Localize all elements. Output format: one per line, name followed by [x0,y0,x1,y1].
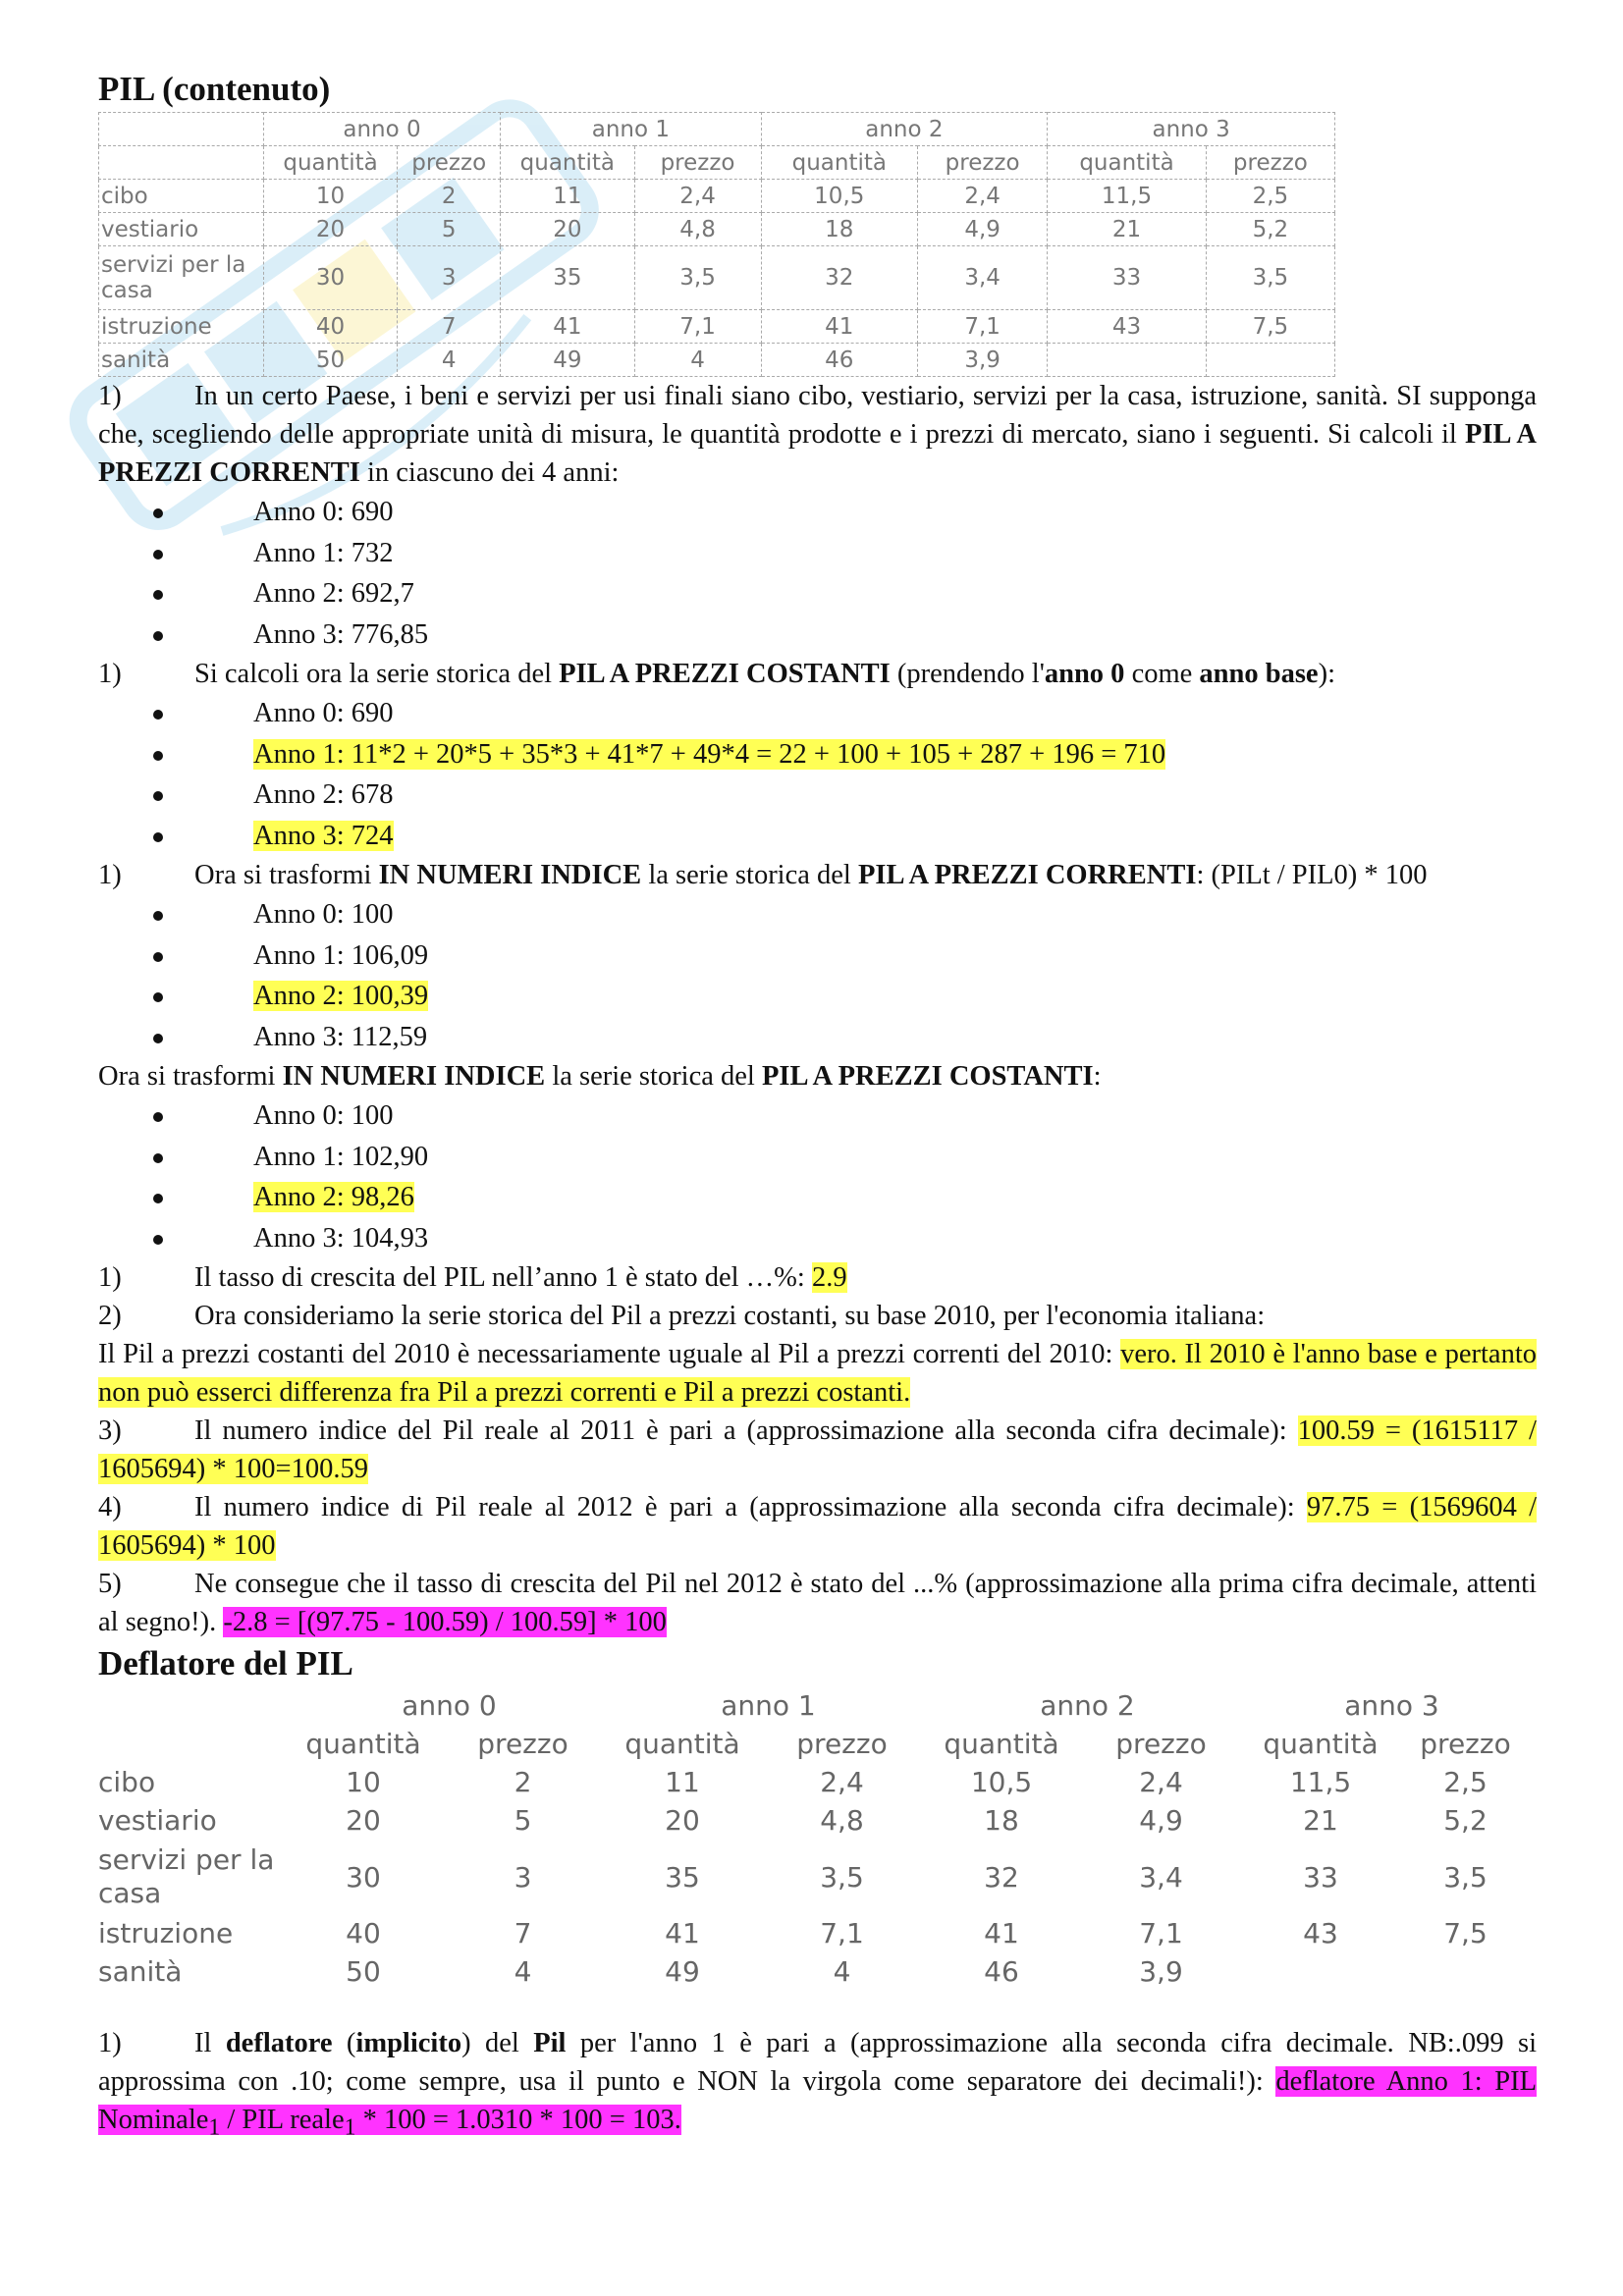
answer-list [98,1095,1537,1258]
table-year-row [99,113,1335,146]
col-header: prezzo [398,146,501,180]
year-header: anno 0 [263,113,500,146]
list-item: Anno 0: 100 [98,1095,1537,1137]
table-subheader-row: quantità prezzo quantità prezzo quantità prezzo quantità prezzo [305,1728,1511,1760]
list-item: Anno 2: 100,39 [98,976,1537,1017]
list-item: Anno 3: 112,59 [98,1017,1537,1058]
list-item: Anno 2: 678 [98,774,1537,816]
list-item: Anno 3: 776,85 [98,614,1537,656]
table-row: cibo 10 2 11 2,4 10,5 2,4 11,5 2,5 [99,180,1335,213]
table-row: vestiario 20 5 20 4,8 18 4,9 21 5,2 [99,213,1335,246]
document-page [98,69,1537,2148]
year-header: anno 3 [1344,1689,1439,1722]
col-header: prezzo [1206,146,1334,180]
list-item: Anno 2: 98,26 [98,1177,1537,1218]
list-item: Anno 1: 732 [98,533,1537,574]
question-deflatore: 1) Il deflatore (implicito) del Pil per l'anno 1 è pari a (approssimazione alla seconda cifra decimale. NB:.099 si approssima con .10; come sempre, usa il punto e NON la virgola come separatore dei decimali!): deflatore Anno 1: PIL Nominale$_1$ / PIL reale$_1$ * 100 = 1.0310 * 100 = 103. [98,2028,1538,2141]
deflatore-answer: deflatore Anno 1: PIL Nominale$_1$ / PIL reale$_1$ * 100 = 1.0310 * 100 = 103. [98,2066,1537,2141]
list-item: Anno 0: 690 [98,693,1537,734]
table-pil [98,112,1335,377]
table-row: vestiario 20 5 20 4,8 18 4,9 21 5,2 [98,1803,1488,1837]
table-row: sanità 50 4 49 4 46 3,9 [99,344,1335,377]
list-item: Anno 3: 104,93 [98,1218,1537,1259]
year-header: anno 1 [501,113,761,146]
question-pil-costanti: 1) Si calcoli ora la serie storica del PIL A PREZZI COSTANTI (prendendo l'anno 0 come anno base): [98,659,1335,689]
year-header: anno 2 [1040,1689,1135,1722]
col-header: quantità [761,146,917,180]
question-indice-2012: 4) Il numero indice di Pil reale al 2012 è pari a (approssimazione alla seconda cifra decimale): 97.75 = (1569604 / 1605694) * 100 [98,1492,1537,1561]
year-header: anno 0 [402,1689,497,1722]
year-header: anno 2 [761,113,1048,146]
question-pil-correnti: 1) In un certo Paese, i beni e servizi per usi finali siano cibo, vestiario, servizi per la casa, istruzione, sanità. SI supponga che, scegliendo delle appropriate unità di misura, le quantità prodotte e i prezzi di mercato, siano i seguenti. Si calcoli il PIL A PREZZI CORRENTI in ciascuno dei 4 anni: [98,381,1537,488]
table-row: sanità 50 4 49 4 46 3,9 [98,1954,1183,1988]
year-header: anno 1 [721,1689,816,1722]
section-title-deflatore: Deflatore del PIL [98,1644,353,1682]
list-item: Anno 1: 106,09 [98,935,1537,977]
table-row: servizi per la casa 30 3 35 3,5 32 3,4 33 3,5 [98,1843,1488,1909]
question-indice-costanti: Ora si trasformi IN NUMERI INDICE la serie storica del PIL A PREZZI COSTANTI: [98,1061,1102,1092]
list-item: Anno 2: 692,7 [98,573,1537,614]
question-indice-correnti: 1) Ora si trasformi IN NUMERI INDICE la serie storica del PIL A PREZZI CORRENTI: (PILt / PIL0) * 100 [98,860,1428,890]
table-year-row [98,1686,1537,1725]
table-row: cibo 10 2 11 2,4 10,5 2,4 11,5 2,5 [98,1765,1488,1798]
list-item: Anno 3: 724 [98,816,1537,857]
table-subheader-row [99,146,1335,180]
list-item: Anno 1: 11*2 + 20*5 + 35*3 + 41*7 + 49*4 = 22 + 100 + 105 + 287 + 196 = 710 [98,734,1537,775]
answer-list [98,894,1537,1057]
list-item: Anno 0: 100 [98,894,1537,935]
col-header: quantità [1048,146,1207,180]
col-header: prezzo [918,146,1048,180]
list-item: Anno 1: 102,90 [98,1137,1537,1178]
section-title-pil: PIL (contenuto) [98,70,331,108]
list-item: Anno 0: 690 [98,492,1537,533]
table-row: istruzione 40 7 41 7,1 41 7,1 43 7,5 [98,1916,1488,1949]
year-header: anno 3 [1048,113,1335,146]
table-deflatore [98,1686,1537,1991]
col-header: quantità [501,146,634,180]
col-header: quantità [263,146,397,180]
answer-list [98,492,1537,655]
col-header: prezzo [634,146,761,180]
question-anno-base: Il Pil a prezzi costanti del 2010 è necessariamente uguale al Pil a prezzi correnti del 2010: vero. Il 2010 è l'anno base e pertanto non può esserci differenza fra Pil a prezzi correnti e Pil a prezzi costanti. [98,1339,1537,1408]
question-crescita-2012: 5) Ne consegue che il tasso di crescita del Pil nel 2012 è stato del ...% (approssimazione alla prima cifra decimale, attenti al segno!). -2.8 = [(97.75 - 100.59) / 100.59] * 100 [98,1569,1537,1637]
question-tasso-crescita: 1) Il tasso di crescita del PIL nell’anno 1 è stato del …%: 2.9 [98,1262,847,1293]
table-row: servizi per la casa 30 3 35 3,5 32 3,4 33 3,5 [99,246,1335,310]
table-row: istruzione 40 7 41 7,1 41 7,1 43 7,5 [99,310,1335,344]
question-serie-italiana: 2) Ora consideriamo la serie storica del Pil a prezzi costanti, su base 2010, per l'economia italiana: [98,1301,1266,1331]
answer-list [98,693,1537,856]
question-indice-2011: 3) Il numero indice del Pil reale al 2011 è pari a (approssimazione alla seconda cifra decimale): 100.59 = (1615117 / 1605694) * 100=100.59 [98,1415,1537,1484]
